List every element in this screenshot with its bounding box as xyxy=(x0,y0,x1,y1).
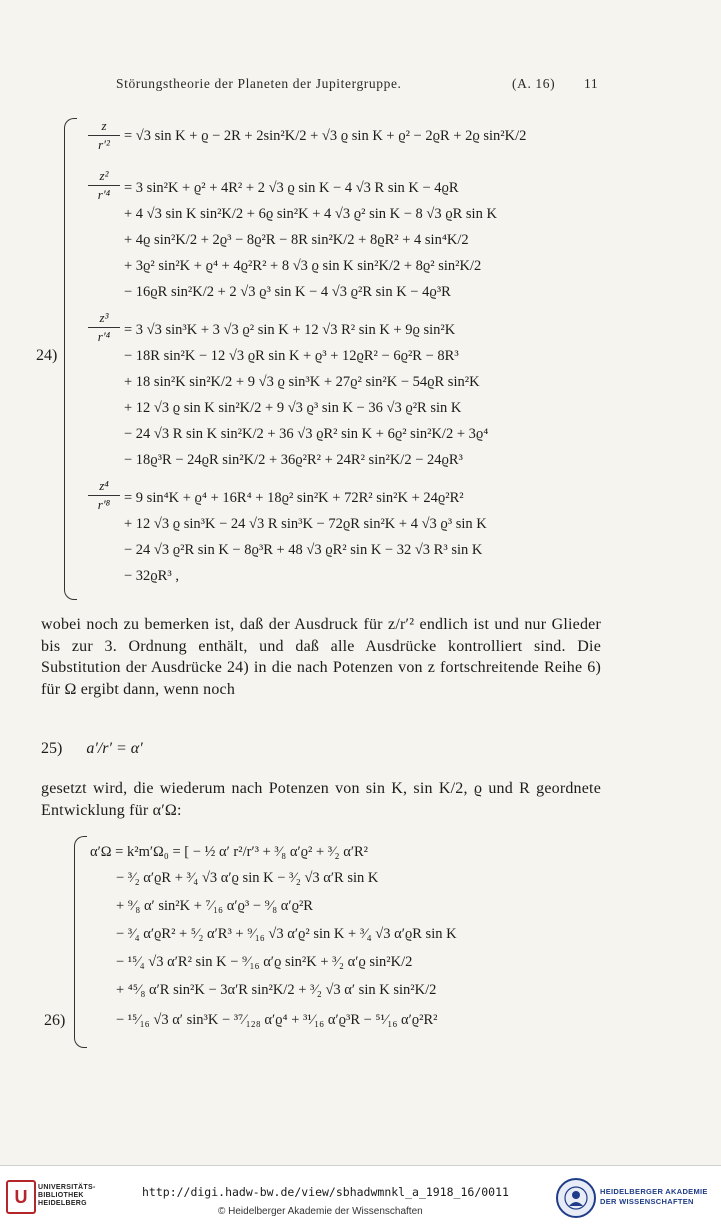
lhs-z4-over-r8: $\frac{\text{z⁴}}{\text{r′⁸}}$ xyxy=(88,478,120,513)
header-reference: (A. 16) xyxy=(512,76,556,91)
lhs-z3-over-r4: $\frac{\text{z³}}{\text{r′⁴}}$ xyxy=(88,310,120,345)
library-logo-icon: U xyxy=(6,1180,36,1214)
viewer-footer xyxy=(0,1165,721,1224)
university-library-logo[interactable] xyxy=(6,1180,124,1216)
equation-24-brace xyxy=(64,118,77,600)
academy-logo[interactable] xyxy=(556,1178,716,1218)
permalink-url[interactable]: http://digi.hadw-bw.de/view/sbhadwmnkl_a_1918_16/0011 xyxy=(142,1185,509,1199)
library-line: BIBLIOTHEK xyxy=(38,1192,84,1199)
equation-line: = 9 sin⁴K + ϱ⁴ + 16R⁴ + 18ϱ² sin²K + 72R² sin²K + 24ϱ²R² xyxy=(124,490,464,506)
paragraph-1: wobei noch zu bemerken ist, daß der Ausdruck für z/r′² endlich ist und nur Glieder bis zur 3. Ordnung enthält, und daß alle Ausdrücke kontrolliert sind. Die Substitution der Ausdrücke 24) in die nach Potenzen von z fortschreitende Reihe 6) für Ω ergibt dann, wenn noch xyxy=(41,616,601,698)
equation-line: − ³⁄₄ α′ϱR² + ⁵⁄₂ α′R³ + ⁹⁄₁₆ √3 α′ϱ² sin K + ³⁄₄ √3 α′ϱR sin K xyxy=(116,926,457,942)
equation-line: + 3ϱ² sin²K + ϱ⁴ + 4ϱ²R² + 8 √3 ϱ sin K sin²K/2 + 8ϱ² sin²K/2 xyxy=(124,258,482,274)
equation-line: + 4 √3 sin K sin²K/2 + 6ϱ sin²K + 4 √3 ϱ² sin K − 8 √3 ϱR sin K xyxy=(124,206,497,222)
equation-line: − 18ϱ³R − 24ϱR sin²K/2 + 36ϱ²R² + 24R² sin²K/2 − 24ϱR³ xyxy=(124,452,463,468)
paragraph-2: gesetzt wird, die wiederum nach Potenzen von sin K, sin K/2, ϱ und R geordnete Entwicklung für α′Ω: xyxy=(41,780,601,819)
equation-line: − 32ϱR³ , xyxy=(124,568,179,584)
academy-seal-icon xyxy=(556,1178,596,1218)
header-title: Störungstheorie der Planeten der Jupitergruppe. xyxy=(116,76,402,91)
library-line: UNIVERSITÄTS- xyxy=(38,1184,96,1191)
equation-line: + 4ϱ sin²K/2 + 2ϱ³ − 8ϱ²R − 8R sin²K/2 + 8ϱR² + 4 sin⁴K/2 xyxy=(124,232,469,248)
equation-line: − 24 √3 R sin K sin²K/2 + 36 √3 ϱR² sin K + 6ϱ² sin²K/2 + 3ϱ⁴ xyxy=(124,426,489,442)
equation-line: − 18R sin²K − 12 √3 ϱR sin K + ϱ³ + 12ϱR² − 6ϱ²R − 8R³ xyxy=(124,348,459,364)
equation-25 xyxy=(41,740,143,758)
equation-line: + 12 √3 ϱ sin³K − 24 √3 R sin³K − 72ϱR sin²K + 4 √3 ϱ³ sin K xyxy=(124,516,487,532)
page-number: 11 xyxy=(584,76,599,91)
copyright-notice: © Heidelberger Akademie der Wissenschaften xyxy=(218,1206,423,1217)
equation-line: α′Ω = k²m′Ω₀ = [ − ½ α′ r²/r′³ + ³⁄₈ α′ϱ² + ³⁄₂ α′R² xyxy=(90,844,369,860)
equation-25-expr: a′/r′ = α′ xyxy=(86,740,143,757)
academy-line: DER WISSENSCHAFTEN xyxy=(600,1197,694,1206)
equation-line: − ³⁄₂ α′ϱR + ³⁄₄ √3 α′ϱ sin K − ³⁄₂ √3 α′R sin K xyxy=(116,870,379,886)
equation-line: − ¹⁵⁄₄ √3 α′R² sin K − ⁹⁄₁₆ α′ϱ sin²K + ³⁄₂ α′ϱ sin²K/2 xyxy=(116,954,413,970)
equation-line: = √3 sin K + ϱ − 2R + 2sin²K/2 + √3 ϱ sin K + ϱ² − 2ϱR + 2ϱ sin²K/2 xyxy=(124,128,527,144)
equation-line: − 16ϱR sin²K/2 + 2 √3 ϱ³ sin K − 4 √3 ϱ²R sin K − 4ϱ³R xyxy=(124,284,451,300)
library-line: HEIDELBERG xyxy=(38,1200,87,1207)
equation-24-label: 24) xyxy=(36,347,58,364)
academy-line: HEIDELBERGER AKADEMIE xyxy=(600,1187,708,1196)
equation-line: + 12 √3 ϱ sin K sin²K/2 + 9 √3 ϱ³ sin K − 36 √3 ϱ²R sin K xyxy=(124,400,462,416)
equation-26-label: 26) xyxy=(44,1012,66,1029)
equation-line: + ⁹⁄₈ α′ sin²K + ⁷⁄₁₆ α′ϱ³ − ⁹⁄₈ α′ϱ²R xyxy=(116,898,313,914)
equation-line: = 3 sin²K + ϱ² + 4R² + 2 √3 ϱ sin K − 4 √3 R sin K − 4ϱR xyxy=(124,180,459,196)
equation-25-label: 25) xyxy=(41,740,63,757)
lhs-z2-over-r4: $\frac{\text{z²}}{\text{r′⁴}}$ xyxy=(88,168,120,203)
equation-line: − ¹⁵⁄₁₆ √3 α′ sin³K − ³⁷⁄₁₂₈ α′ϱ⁴ + ³¹⁄₁₆ α′ϱ³R − ⁵¹⁄₁₆ α′ϱ²R² xyxy=(116,1012,438,1028)
equation-line: + 18 sin²K sin²K/2 + 9 √3 ϱ sin³K + 27ϱ² sin²K − 54ϱR sin²K xyxy=(124,374,480,390)
equation-26-brace xyxy=(74,836,87,1048)
equation-line: = 3 √3 sin³K + 3 √3 ϱ² sin K + 12 √3 R² sin K + 9ϱ sin²K xyxy=(124,322,456,338)
equation-line: − 24 √3 ϱ²R sin K − 8ϱ³R + 48 √3 ϱR² sin K − 32 √3 R³ sin K xyxy=(124,542,483,558)
lhs-z-over-r2: $\frac{z}{\text{r′²}}$ xyxy=(88,118,120,153)
equation-line: + ⁴⁵⁄₈ α′R sin²K − 3α′R sin²K/2 + ³⁄₂ √3 α′ sin K sin²K/2 xyxy=(116,982,437,998)
